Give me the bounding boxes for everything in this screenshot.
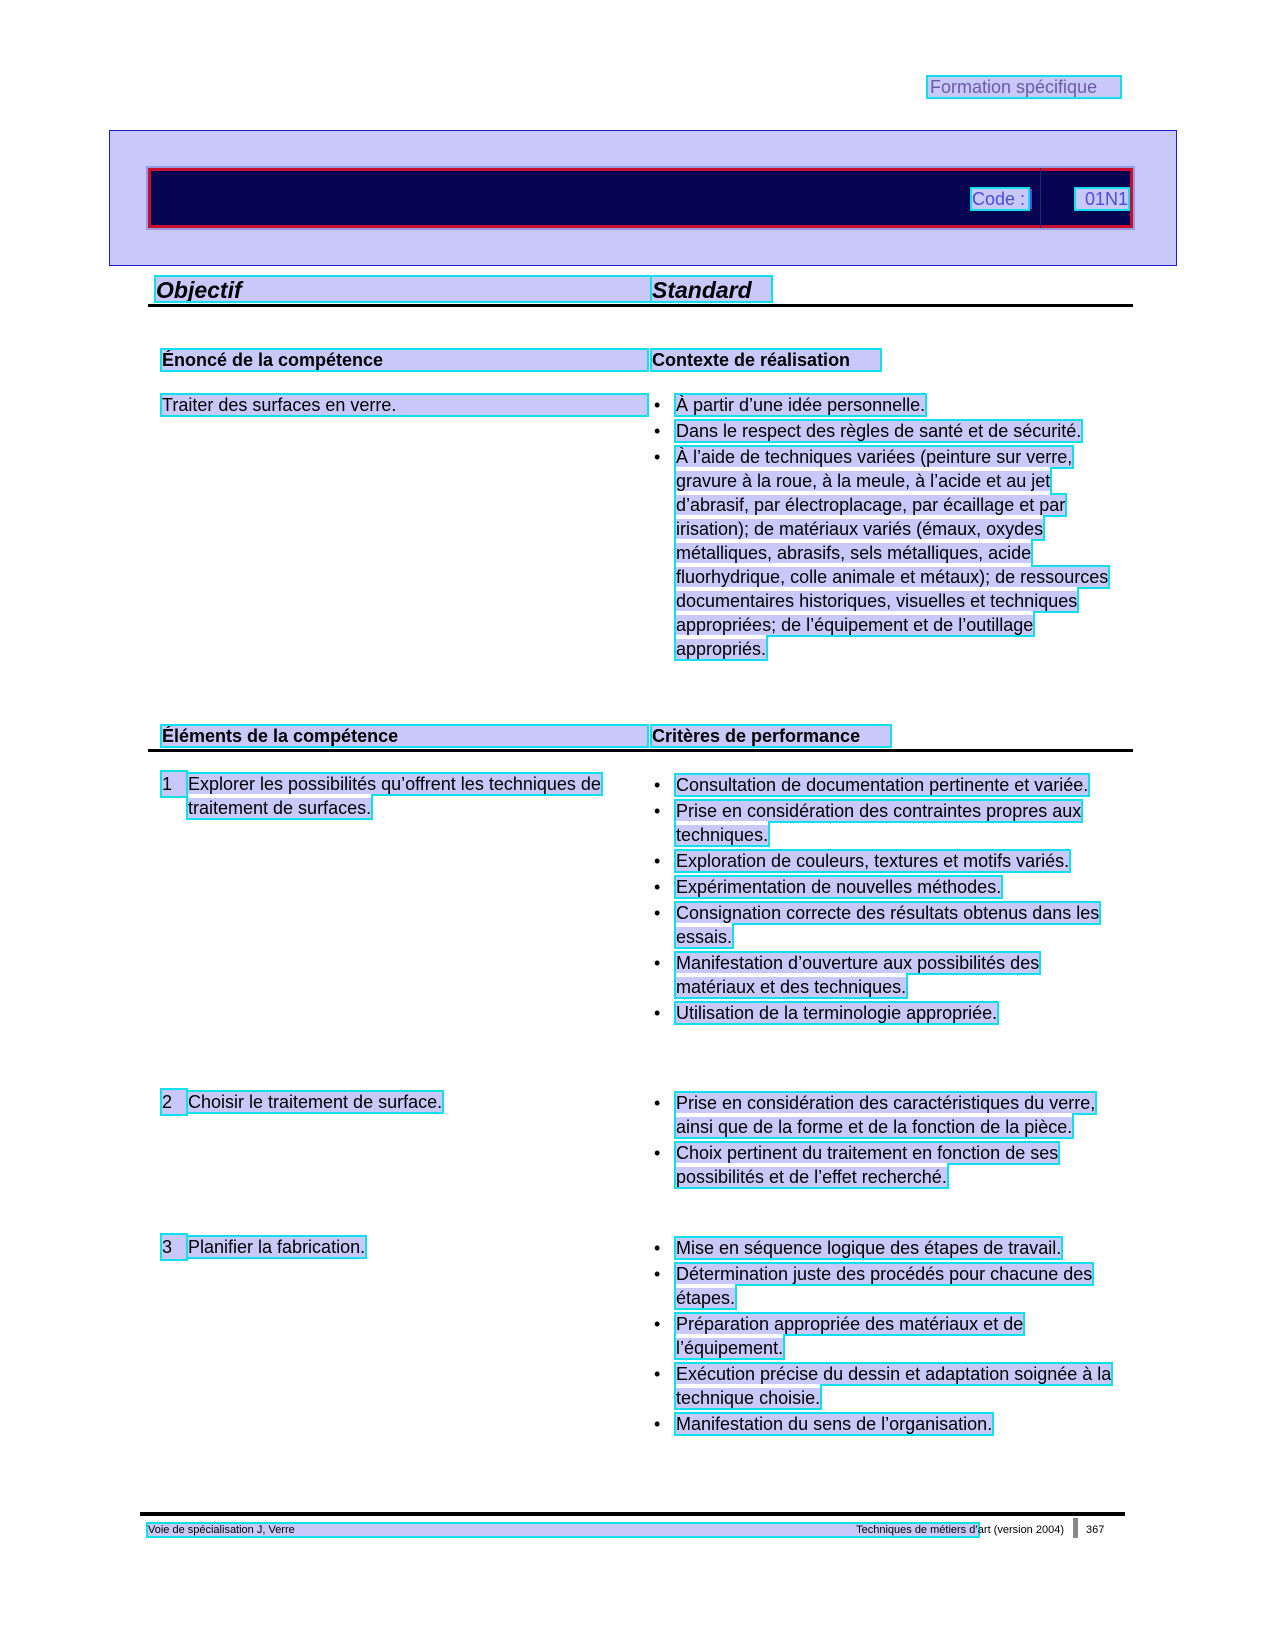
- element-label: Explorer les possibilités qu’offrent les techniques de traitement de surfaces.: [188, 774, 601, 818]
- page-number: 367: [1086, 1524, 1105, 1536]
- list-item: • Choix pertinent du traitement en fonction de ses possibilités et de l’effet recherché.: [654, 1143, 1059, 1187]
- element-item: [162, 1090, 647, 1114]
- list-item: • Utilisation de la terminologie appropriée.: [654, 1003, 998, 1023]
- list-item: • Consultation de documentation pertinente et variée.: [654, 775, 1089, 795]
- list-item: • Prise en considération des caractéristiques du verre, ainsi que de la forme et de la fonction de la pièce.: [654, 1093, 1096, 1137]
- element-number: 1: [162, 772, 186, 796]
- criteria-list: [654, 773, 1116, 1027]
- competence-statement: Traiter des surfaces en verre.: [162, 395, 647, 415]
- list-item: • Détermination juste des procédés pour chacune des étapes.: [654, 1264, 1093, 1308]
- footer-program: Techniques de métiers d’art (version 2004): [856, 1524, 1064, 1536]
- bullet-icon: •: [654, 851, 661, 871]
- list-item: • Expérimentation de nouvelles méthodes.: [654, 877, 1002, 897]
- bullet-icon: •: [654, 1264, 661, 1284]
- list-item: • Mise en séquence logique des étapes de travail.: [654, 1238, 1062, 1258]
- list-item: • À partir d’une idée personnelle.: [654, 395, 926, 415]
- bullet-icon: •: [654, 1143, 661, 1163]
- list-item: • Exploration de couleurs, textures et motifs variés.: [654, 851, 1070, 871]
- code-separator: [1030, 189, 1038, 209]
- bullet-icon: •: [654, 1314, 661, 1334]
- contexte-heading: Contexte de réalisation: [652, 350, 880, 370]
- list-item: • Manifestation d’ouverture aux possibilités des matériaux et des techniques.: [654, 953, 1040, 997]
- bullet-icon: •: [654, 421, 661, 441]
- list-item: • Prise en considération des contraintes propres aux techniques.: [654, 801, 1082, 845]
- criteria-list: [654, 1091, 1116, 1191]
- bullet-icon: •: [654, 1414, 661, 1434]
- bullet-icon: •: [654, 1003, 661, 1023]
- bullet-icon: •: [654, 1093, 661, 1113]
- bullet-icon: •: [654, 877, 661, 897]
- criteria-list: [654, 1236, 1116, 1438]
- bullet-icon: •: [654, 395, 661, 415]
- list-item: • Manifestation du sens de l’organisation.: [654, 1414, 993, 1434]
- criteres-heading: Critères de performance: [652, 726, 890, 746]
- bullet-icon: •: [654, 1238, 661, 1258]
- bullet-icon: •: [654, 953, 661, 973]
- elements-heading: Éléments de la compétence: [162, 726, 647, 746]
- element-label: Planifier la fabrication.: [188, 1237, 366, 1257]
- header-section-label: Formation spécifique: [928, 77, 1120, 97]
- element-item: [162, 772, 647, 820]
- bullet-icon: •: [654, 903, 661, 923]
- list-item: • Consignation correcte des résultats obtenus dans les essais.: [654, 903, 1100, 947]
- column-heading-standard: Standard: [652, 277, 771, 301]
- list-item: • À l’aide de techniques variées (peinture sur verre, gravure à la roue, à la meule, à l’acide et au jet d’abrasif, par électroplacage, par écaillage et par irisation); de matériaux variés (émaux, oxydes métalliques, abrasifs, sels métalliques, acide fluorhydrique, colle animale et métaux); de ressources documentaires historiques, visuelles et techniques appropriées; de l’équipement et de l’outillage appropriés.: [654, 447, 1109, 659]
- divider: [148, 304, 1133, 307]
- list-item: • Dans le respect des règles de santé et de sécurité.: [654, 421, 1082, 441]
- enonce-heading: Énoncé de la compétence: [162, 350, 647, 370]
- bullet-icon: •: [654, 1364, 661, 1384]
- bullet-icon: •: [654, 775, 661, 795]
- element-number: 2: [162, 1090, 186, 1114]
- bullet-icon: •: [654, 447, 661, 467]
- list-item: • Exécution précise du dessin et adaptation soignée à la technique choisie.: [654, 1364, 1112, 1408]
- column-heading-objectif: Objectif: [156, 277, 651, 301]
- list-item: • Préparation appropriée des matériaux et de l’équipement.: [654, 1314, 1024, 1358]
- footer-section: Voie de spécialisation J, Verre: [148, 1524, 978, 1536]
- bullet-icon: •: [654, 801, 661, 821]
- element-item: [162, 1235, 647, 1259]
- element-label: Choisir le traitement de surface.: [188, 1092, 443, 1112]
- footer-separator: [1073, 1518, 1078, 1538]
- code-value: 01N1: [1076, 189, 1128, 209]
- contexte-list: [654, 393, 1116, 663]
- code-divider: [1040, 168, 1041, 228]
- code-label: Code :: [972, 189, 1028, 209]
- divider: [148, 749, 1133, 752]
- element-number: 3: [162, 1235, 186, 1259]
- footer-divider: [140, 1512, 1125, 1516]
